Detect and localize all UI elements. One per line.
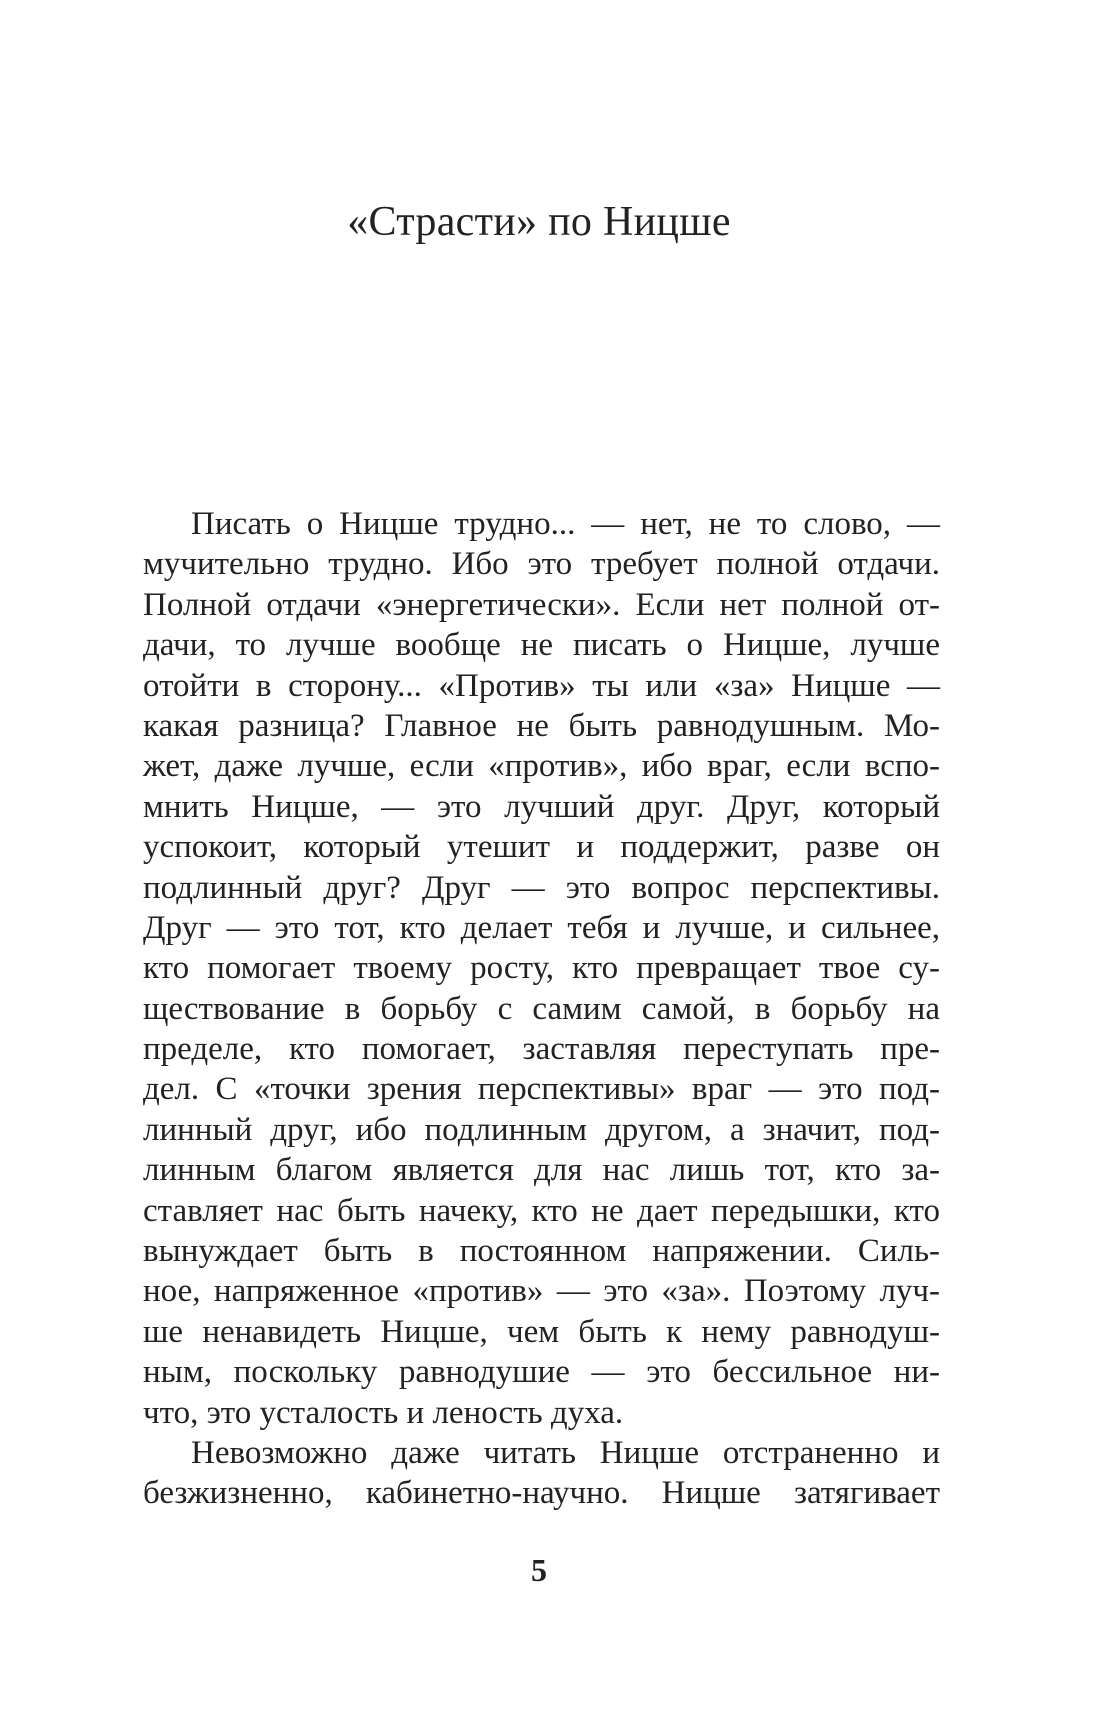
text-line: Писать о Ницше трудно... — нет, не то слово, — [191,506,940,542]
text-line: успокоит, который утешит и поддержит, разве он [143,829,940,866]
text-line: линным благом является для нас лишь тот, кто за- [143,1152,940,1189]
text-line: подлинный друг? Друг — это вопрос перспективы. [143,869,940,906]
text-line: жет, даже лучше, если «против», ибо враг, если вспо- [143,748,940,785]
text-line: Друг — это тот, кто делает тебя и лучше, и сильнее, [143,909,940,946]
text-line: отойти в сторону... «Против» ты или «за» Ницше — [143,667,940,704]
text-line: ставляет нас быть начеку, кто не дает передышки, кто [143,1192,940,1229]
text-line: ное, напряженное «против» — это «за». Поэтому луч- [143,1273,940,1310]
text-line: ше ненавидеть Ницше, чем быть к нему равнодуш- [143,1313,940,1350]
text-line: что, это усталость и леность духа. [143,1394,624,1431]
body-text [143,504,940,1514]
text-line: ществование в борьбу с самим самой, в борьбу на [143,990,940,1027]
text-line: дел. С «точки зрения перспективы» враг — это под- [143,1071,940,1108]
chapter-title: «Страсти» по Ницше [347,199,731,245]
text-line: кто помогает твоему росту, кто превращает твое су- [143,950,940,987]
text-line: Невозможно даже читать Ницше отстраненно и [191,1434,940,1471]
text-line: безжизненно, кабинетно-научно. Ницше затягивает [143,1475,940,1512]
text-line: мучительно трудно. Ибо это требует полной отдачи. [143,546,940,583]
text-line: Полной отдачи «энергетически». Если нет полной от- [143,586,940,623]
text-line: дачи, то лучше вообще не писать о Ницше, лучше [143,627,940,664]
text-line: пределе, кто помогает, заставляя переступать пре- [143,1031,940,1068]
text-line: какая разница? Главное не быть равнодушным. Мо- [143,707,940,744]
text-line: линный друг, ибо подлинным другом, а значит, под- [143,1111,940,1148]
text-line: вынуждает быть в постоянном напряжении. Силь- [143,1233,940,1270]
text-line: мнить Ницше, — это лучший друг. Друг, который [143,788,940,825]
text-line: ным, поскольку равнодушие — это бессильное ни- [143,1354,940,1391]
page-number: 5 [531,1552,547,1588]
